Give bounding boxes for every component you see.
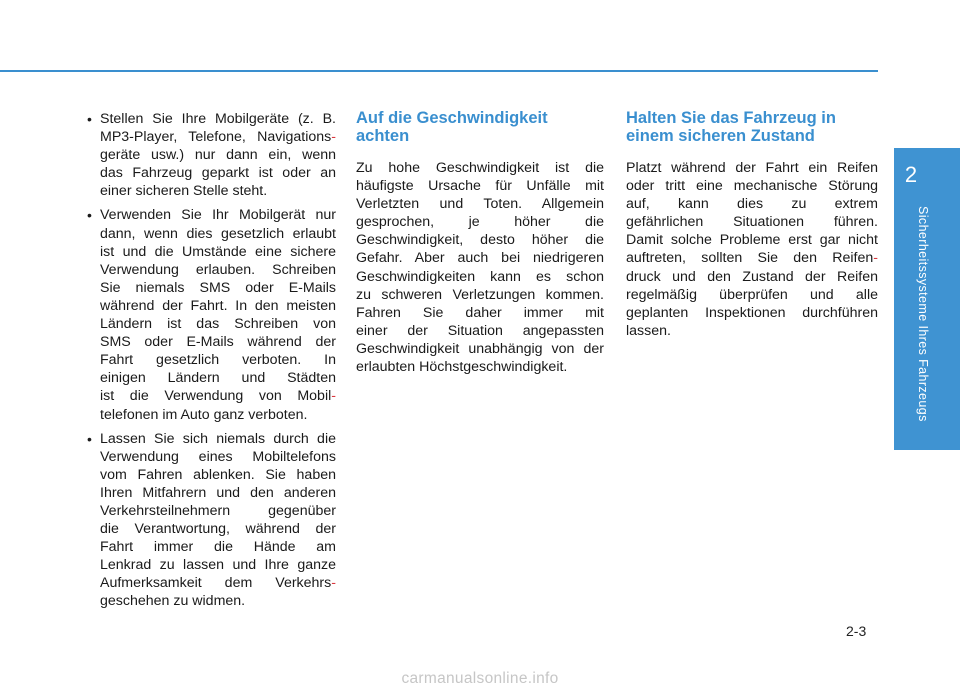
text-line: telefonen im Auto ganz verboten. [100,406,308,423]
chapter-number: 2 [904,162,918,187]
section-heading: Auf die Geschwindigkeit achten [356,109,548,145]
chapter-label: Sicherheitssysteme Ihres Fahrzeugs [916,206,930,422]
bullet-icon: • [87,430,92,447]
text-line: Fahrt gesetzlich verboten. In [100,352,336,369]
text-line: Verletzten und Toten. Allgemein [356,196,604,213]
bullet-item-mobile-devices [84,110,336,200]
text-line: ist und die Umstände eine sichere [100,243,336,260]
text-line: oder tritt eine mechanische Störung [626,178,878,195]
text-line: Verwenden Sie Ihr Mobilgerät nur [100,207,336,224]
text-line: Ihren Mitfahrern und den anderen [100,484,336,501]
chapter-tab [894,148,960,450]
text-line: erlaubten Höchstgeschwindigkeit. [356,359,568,376]
hyphen-mark: - [873,250,878,267]
page-number: 2-3 [846,623,867,639]
text-line: Fahrt immer die Hände am [100,539,336,556]
section-paragraph [626,159,878,340]
text-line: das Fahrzeug geparkt ist oder an [100,165,336,182]
text-line: Ländern ist das Schreiben von [100,316,336,333]
text-line: auftreten, sollten Sie den Reifen- [626,250,878,267]
text-line: die Verantwortung, während der [100,521,336,538]
text-line: Verwendung erlauben. Schreiben [100,261,336,278]
text-line: einer der Situation angepassten [356,322,604,339]
text-line: Fahren Sie daher immer mit [356,304,604,321]
text-line: einer sicheren Stelle steht. [100,183,268,200]
text-line: Geschwindigkeit unabhängig von der [356,340,604,357]
text-line: MP3-Player, Telefone, Navigations- [100,129,336,146]
text-line: Verwendung eines Mobiltelefons [100,448,336,465]
bullet-icon: • [87,111,92,127]
text-line: gesprochen, je höher die [356,214,604,231]
text-line: Damit solche Probleme erst gar nicht [626,232,878,249]
header-rule [0,70,878,72]
bullet-item-sms-driving [84,206,336,423]
text-line: druck und den Zustand der Reifen [626,268,878,285]
text-line: SMS oder E-Mails während der [100,334,336,351]
left-column [84,110,336,617]
text-line: Verkehrsteilnehmern gegenüber [100,502,336,519]
text-line: geschehen zu widmen. [100,593,246,610]
bullet-item-distraction [84,430,336,611]
vehicle-condition-section [626,110,878,340]
watermark: carmanualsonline.info [401,670,559,687]
text-line: regelmäßig überprüfen und alle [626,286,878,303]
text-line: Geschwindigkeiten kann es schon [356,268,604,285]
hyphen-mark: - [331,388,336,405]
text-line: gefährlichen Situationen führen. [626,214,878,231]
text-line: vom Fahren ablenken. Sie haben [100,466,336,483]
text-line: Platzt während der Fahrt ein Reifen [626,160,878,176]
text-line: lassen. [626,322,671,339]
bullet-icon: • [87,207,92,224]
text-line: häufigste Ursache für Unfälle mit [356,178,604,195]
text-line: ist die Verwendung von Mobil- [100,388,336,405]
text-line: Gefahr. Aber auch bei niedrigeren [356,250,604,267]
text-line: Aufmerksamkeit dem Verkehrs- [100,575,336,592]
text-line: zu schweren Verletzungen kommen. [356,286,604,303]
text-line: einigen Ländern und Städten [100,370,336,387]
section-heading: Halten Sie das Fahrzeug in einem sicheren Zustand [626,109,836,145]
text-line: Lenkrad zu lassen und Ihre ganze [100,557,336,574]
safety-bullet-list [84,110,336,611]
text-line: auf, kann dies zu extrem [626,196,878,213]
text-line: Sie niemals SMS oder E-Mails [100,279,336,296]
section-paragraph [356,159,604,376]
text-line: Lassen Sie sich niemals durch die [100,430,336,447]
speed-section [356,110,604,376]
hyphen-mark: - [331,575,336,592]
text-line: dann, wenn dies gesetzlich erlaubt [100,225,336,242]
hyphen-mark: - [331,129,336,146]
text-line: Stellen Sie Ihre Mobilgeräte (z. B. [100,111,336,127]
text-line: geplanten Inspektionen durchführen [626,304,878,321]
text-line: während der Fahrt. In den meisten [100,297,336,314]
text-line: geräte usw.) nur dann ein, wenn [100,147,336,164]
text-line: Geschwindigkeit, desto höher die [356,232,604,249]
text-line: Zu hohe Geschwindigkeit ist die [356,160,604,176]
